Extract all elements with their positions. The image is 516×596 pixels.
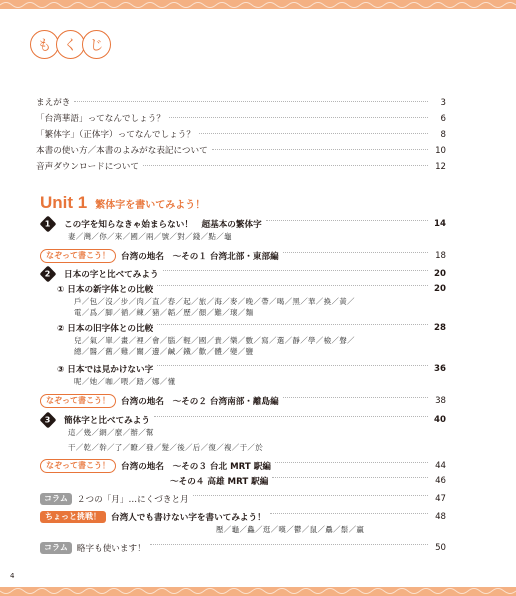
leader-dots [272,477,428,478]
section-title: この字を知らなきゃ始まらない！ 超基本の繁体字 [64,219,262,230]
toc-row[interactable] [36,95,446,111]
toc-label: 本書の使い方／本書のよみがな表記について [36,146,208,156]
column-entry-2[interactable] [40,540,446,555]
leader-dots [154,416,428,417]
toc-page: 12 [435,162,446,172]
section-title: 日本の字と比べてみよう [64,269,159,280]
challenge-entry[interactable] [40,509,446,535]
page-number: 4 [10,572,15,580]
toc-page: 14 [434,218,446,229]
toc-row[interactable] [36,111,446,127]
leader-dots [157,365,428,366]
tracing-tag: なぞって書こう！ [40,459,116,473]
tracing-entry-1[interactable] [40,248,446,263]
leader-dots [275,462,428,463]
toc-page: 20 [434,268,446,279]
tracing-tag: なぞって書こう！ [40,249,116,263]
unit-heading [40,193,205,213]
section-title: ～その４ 高雄 MRT 駅編 [170,476,269,487]
char-list: 總／醫／舊／雞／關／邊／鹹／鐵／歡／體／變／鹽 [74,347,254,356]
toc-row[interactable] [36,143,446,159]
section-2a[interactable] [40,281,446,318]
section-title: ２つの「月」…にくづきと月 [76,494,189,505]
leader-dots [283,397,428,398]
leader-dots [157,285,428,286]
section-title: 台湾の地名 ～その３ 台北 MRT 駅編 [121,461,271,472]
toc-page: 40 [434,414,446,425]
bottom-decorative-band [0,587,516,596]
char-list: 兒／氣／單／畫／裡／會／腦／輕／國／貴／樂／數／寫／選／靜／學／檢／聲／ [74,336,355,345]
toc-label: 「台湾華語」ってなんでしょう？ [36,114,165,124]
toc-page: 44 [435,460,446,471]
column-entry-1[interactable] [40,491,446,506]
toc-label: 音声ダウンロードについて [36,162,139,172]
unit-subtitle: 繁体字を書いてみよう！ [95,200,206,211]
section-title: 略字も使います！ [76,543,146,554]
toc-label: まえがき [36,98,71,108]
section-2b[interactable] [40,320,446,357]
section-title: 台湾人でも書けない字を書いてみよう！ [111,512,266,523]
title-char: じ [82,30,111,59]
section-title: 台湾の地名 ～その１ 台湾北部・東部編 [121,251,279,262]
toc-row[interactable] [36,159,446,175]
section-title: 台湾の地名 ～その２ 台湾南部・離島編 [121,396,279,407]
leader-dots [193,495,428,496]
toc-page: 48 [435,511,446,522]
title-char: く [56,30,85,59]
leader-dots [143,165,428,166]
leader-dots [283,252,428,253]
char-list: 干／乾／幹／了／瞭／發／髮／後／后／復／複／于／於 [68,443,263,452]
char-list: 戶／包／沒／步／肉／直／春／起／旅／海／麥／晚／帶／喝／黑／華／換／黃／ [74,297,355,306]
challenge-tag: ちょっと挑戦！ [40,511,106,523]
intro-list [36,95,446,175]
leader-dots [270,513,428,514]
toc-label: 「繁体字」（正体字）ってなんでしょう？ [36,130,195,140]
toc-page: 46 [435,475,446,486]
title-char: も [30,30,59,59]
leader-dots [266,220,428,221]
toc-page: 18 [435,250,446,261]
tracing-tag: なぞって書こう！ [40,394,116,408]
char-list: 壓／龜／鱻／逛／嘆／鬱／鼠／驫／鬃／贏 [216,525,365,534]
page-title [30,30,108,59]
section-2c[interactable] [40,361,446,387]
toc-page: 8 [440,130,446,140]
toc-page: 47 [435,493,446,504]
wave-pattern-icon [0,0,516,9]
toc-page: 20 [434,283,446,294]
section-2[interactable] [40,266,446,281]
section-3[interactable] [40,412,446,453]
toc-page: 10 [435,146,446,156]
section-number-badge: 1 [40,215,57,232]
section-1[interactable] [40,216,446,242]
toc-page: 3 [440,98,446,108]
leader-dots [212,149,428,150]
char-list: 這／幾／網／麼／辦／幫 [68,428,154,437]
char-list: 妻／灣／你／來／國／兩／號／對／錢／點／龜 [68,232,232,241]
section-title: 簡体字と比べてみよう [64,415,150,426]
column-tag: コラム [40,493,72,505]
tracing-entry-3[interactable] [40,458,446,488]
toc-page: 38 [435,395,446,406]
unit-toc [40,216,446,555]
wave-pattern-icon [0,587,516,596]
section-title: ② 日本の旧字体との比較 [57,323,154,334]
leader-dots [74,101,428,102]
leader-dots [199,133,428,134]
toc-row[interactable] [36,127,446,143]
column-tag: コラム [40,542,72,554]
char-list: 呢／她／咖／喂／踏／娜／懂 [74,377,176,386]
leader-dots [150,544,428,545]
top-decorative-band [0,0,516,9]
toc-page: 36 [434,363,446,374]
section-title: ① 日本の新字体との比較 [57,284,154,295]
char-list: 電／爲／脚／循／練／豬／韜／歷／顏／難／瓌／麵 [74,308,254,317]
toc-page: 50 [435,542,446,553]
unit-title: Unit 1 [40,193,88,212]
section-number-badge: 2 [40,265,57,282]
section-title: ③ 日本では見かけない字 [57,364,154,375]
leader-dots [169,117,428,118]
leader-dots [163,270,428,271]
toc-page: 6 [440,114,446,124]
toc-page: 28 [434,322,446,333]
tracing-entry-2[interactable] [40,393,446,408]
leader-dots [157,324,428,325]
section-number-badge: 3 [40,411,57,428]
